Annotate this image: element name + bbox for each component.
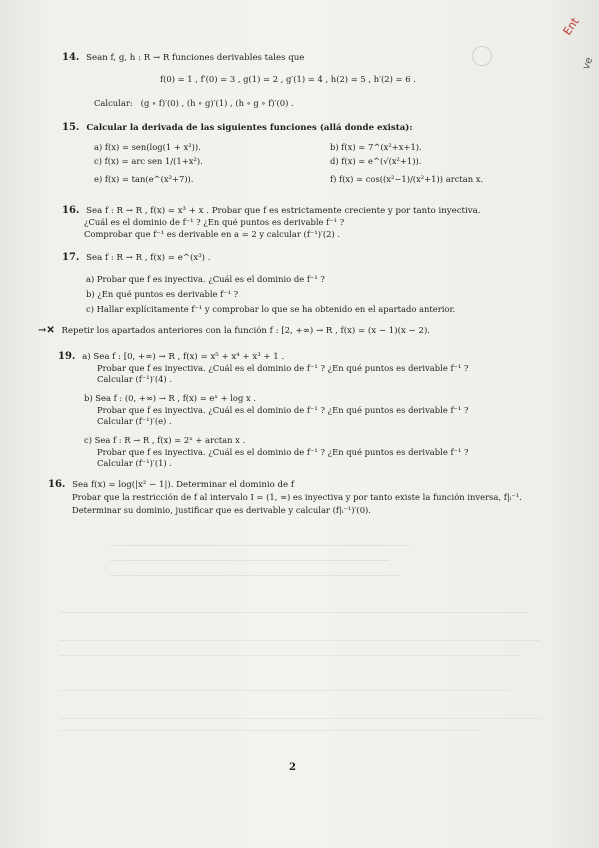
exercise-20: [48, 479, 294, 491]
exercise-19-c3: Calcular (f⁻¹)′(1) .: [97, 458, 173, 468]
exercise-line: Repetir los apartados anteriores con la función f : [2, +∞) → R , f(x) = (x − 1)(x − 2).: [61, 326, 431, 336]
exercise-line: Sea f : R → R , f(x) = x³ + x . Probar que f es estrictamente creciente y por tanto inyectiva.: [86, 206, 481, 216]
exercise-20-line3: Determinar su dominio, justificar que es derivable y calcular (f|ᵢ⁻¹)′(0).: [72, 505, 371, 515]
exercise-number: 17.: [62, 252, 80, 263]
exercise-number: 15.: [62, 122, 80, 133]
exercise-number: 16.: [48, 479, 66, 490]
exercise-17: [62, 252, 210, 264]
calc-items: (g ∘ f)′(0) , (h ∘ g)′(1) , (h ∘ g ∘ f)′(0) .: [140, 98, 294, 108]
handwritten-arrow-mark: →✕: [38, 325, 55, 336]
bleed-through-line: [60, 690, 510, 691]
exercise-15-a: a) f(x) = sen(log(1 + x²)).: [94, 142, 201, 152]
exercise-19-c2: Probar que f es inyectiva. ¿Cuál es el dominio de f⁻¹ ? ¿En qué puntos es derivable f⁻¹ ?: [97, 447, 469, 457]
exercise-19-b2: Probar que f es inyectiva. ¿Cuál es el dominio de f⁻¹ ? ¿En qué puntos es derivable f⁻¹ ?: [97, 405, 469, 415]
exercise-number: 14.: [62, 52, 80, 63]
bleed-through-line: [110, 560, 390, 561]
exercise-15-d: d) f(x) = e^(√(x²+1)).: [330, 156, 422, 166]
exercise-19-b1: b) Sea f : (0, +∞) → R , f(x) = eˣ + log x .: [84, 393, 257, 403]
exercise-19-c1: c) Sea f : R → R , f(x) = 2ˣ + arctan x .: [84, 435, 246, 445]
bleed-through-line: [60, 730, 480, 731]
exercise-16-line2: ¿Cuál es el dominio de f⁻¹ ? ¿En qué puntos es derivable f⁻¹ ?: [84, 217, 345, 227]
page-stamp-mark: [472, 46, 492, 66]
exercise-19: [58, 351, 284, 363]
exercise-line: a) Sea f : [0, +∞) → R , f(x) = x⁵ + x⁴ + x³ + 1 .: [82, 352, 285, 362]
bleed-through-line: [110, 545, 410, 546]
exercise-19-b3: Calcular (f⁻¹)′(e) .: [97, 416, 172, 426]
page-number: 2: [289, 762, 296, 773]
exercise-17-b: b) ¿En qué puntos es derivable f⁻¹ ?: [86, 289, 239, 299]
exercise-15-e: e) f(x) = tan(e^(x²+7)).: [94, 174, 194, 184]
bleed-through-line: [110, 575, 400, 576]
exercise-17-c: c) Hallar explícitamente f⁻¹ y comprobar lo que se ha obtenido en el apartado anterior.: [86, 304, 456, 314]
exercise-18: [38, 325, 430, 337]
exercise-19-a3: Calcular (f⁻¹)′(4) .: [97, 374, 173, 384]
bleed-through-line: [60, 655, 520, 656]
exercise-19-a2: Probar que f es inyectiva. ¿Cuál es el dominio de f⁻¹ ? ¿En qué puntos es derivable f⁻¹ ?: [97, 363, 469, 373]
exercise-14-values: f(0) = 1 , f′(0) = 3 , g(1) = 2 , g′(1) = 4 , h(2) = 5 , h′(2) = 6 .: [160, 74, 416, 84]
exercise-16-line3: Comprobar que f⁻¹ es derivable en a = 2 y calcular (f⁻¹)′(2) .: [84, 229, 341, 239]
exercise-line: Sea f(x) = log(|x² − 1|). Determinar el dominio de f: [72, 480, 295, 490]
exercise-14-calc: [94, 98, 294, 109]
exercise-15: [62, 122, 413, 134]
exercise-line: Sea f : R → R , f(x) = e^(x³) .: [86, 253, 211, 263]
exercise-statement: Calcular la derivada de las siguientes funciones (allá donde exista):: [86, 123, 413, 133]
margin-mark-edge: ve: [580, 55, 596, 72]
exercise-15-c: c) f(x) = arc sen 1/(1+x²).: [94, 156, 203, 166]
exercise-20-line2: Probar que la restricción de f al intervalo I = (1, ∞) es inyectiva y por tanto existe la función inversa, f|ᵢ⁻¹.: [72, 492, 522, 502]
exercise-15-b: b) f(x) = 7^(x²+x+1).: [330, 142, 422, 152]
bleed-through-line: [60, 718, 540, 719]
bleed-through-line: [60, 612, 530, 613]
exercise-statement: Sean f, g, h : R → R funciones derivables tales que: [86, 53, 305, 63]
exercise-15-f: f) f(x) = cos((x²−1)/(x²+1)) arctan x.: [330, 174, 484, 184]
calc-label: Calcular:: [94, 98, 133, 108]
exercise-number: 16.: [62, 205, 80, 216]
exercise-number: 19.: [58, 351, 76, 362]
exercise-17-a: a) Probar que f es inyectiva. ¿Cuál es el dominio de f⁻¹ ?: [86, 274, 325, 284]
margin-mark-top-right: Ent: [560, 15, 582, 38]
exercise-14: [62, 52, 304, 64]
exercise-16: [62, 205, 480, 217]
bleed-through-line: [60, 640, 540, 641]
